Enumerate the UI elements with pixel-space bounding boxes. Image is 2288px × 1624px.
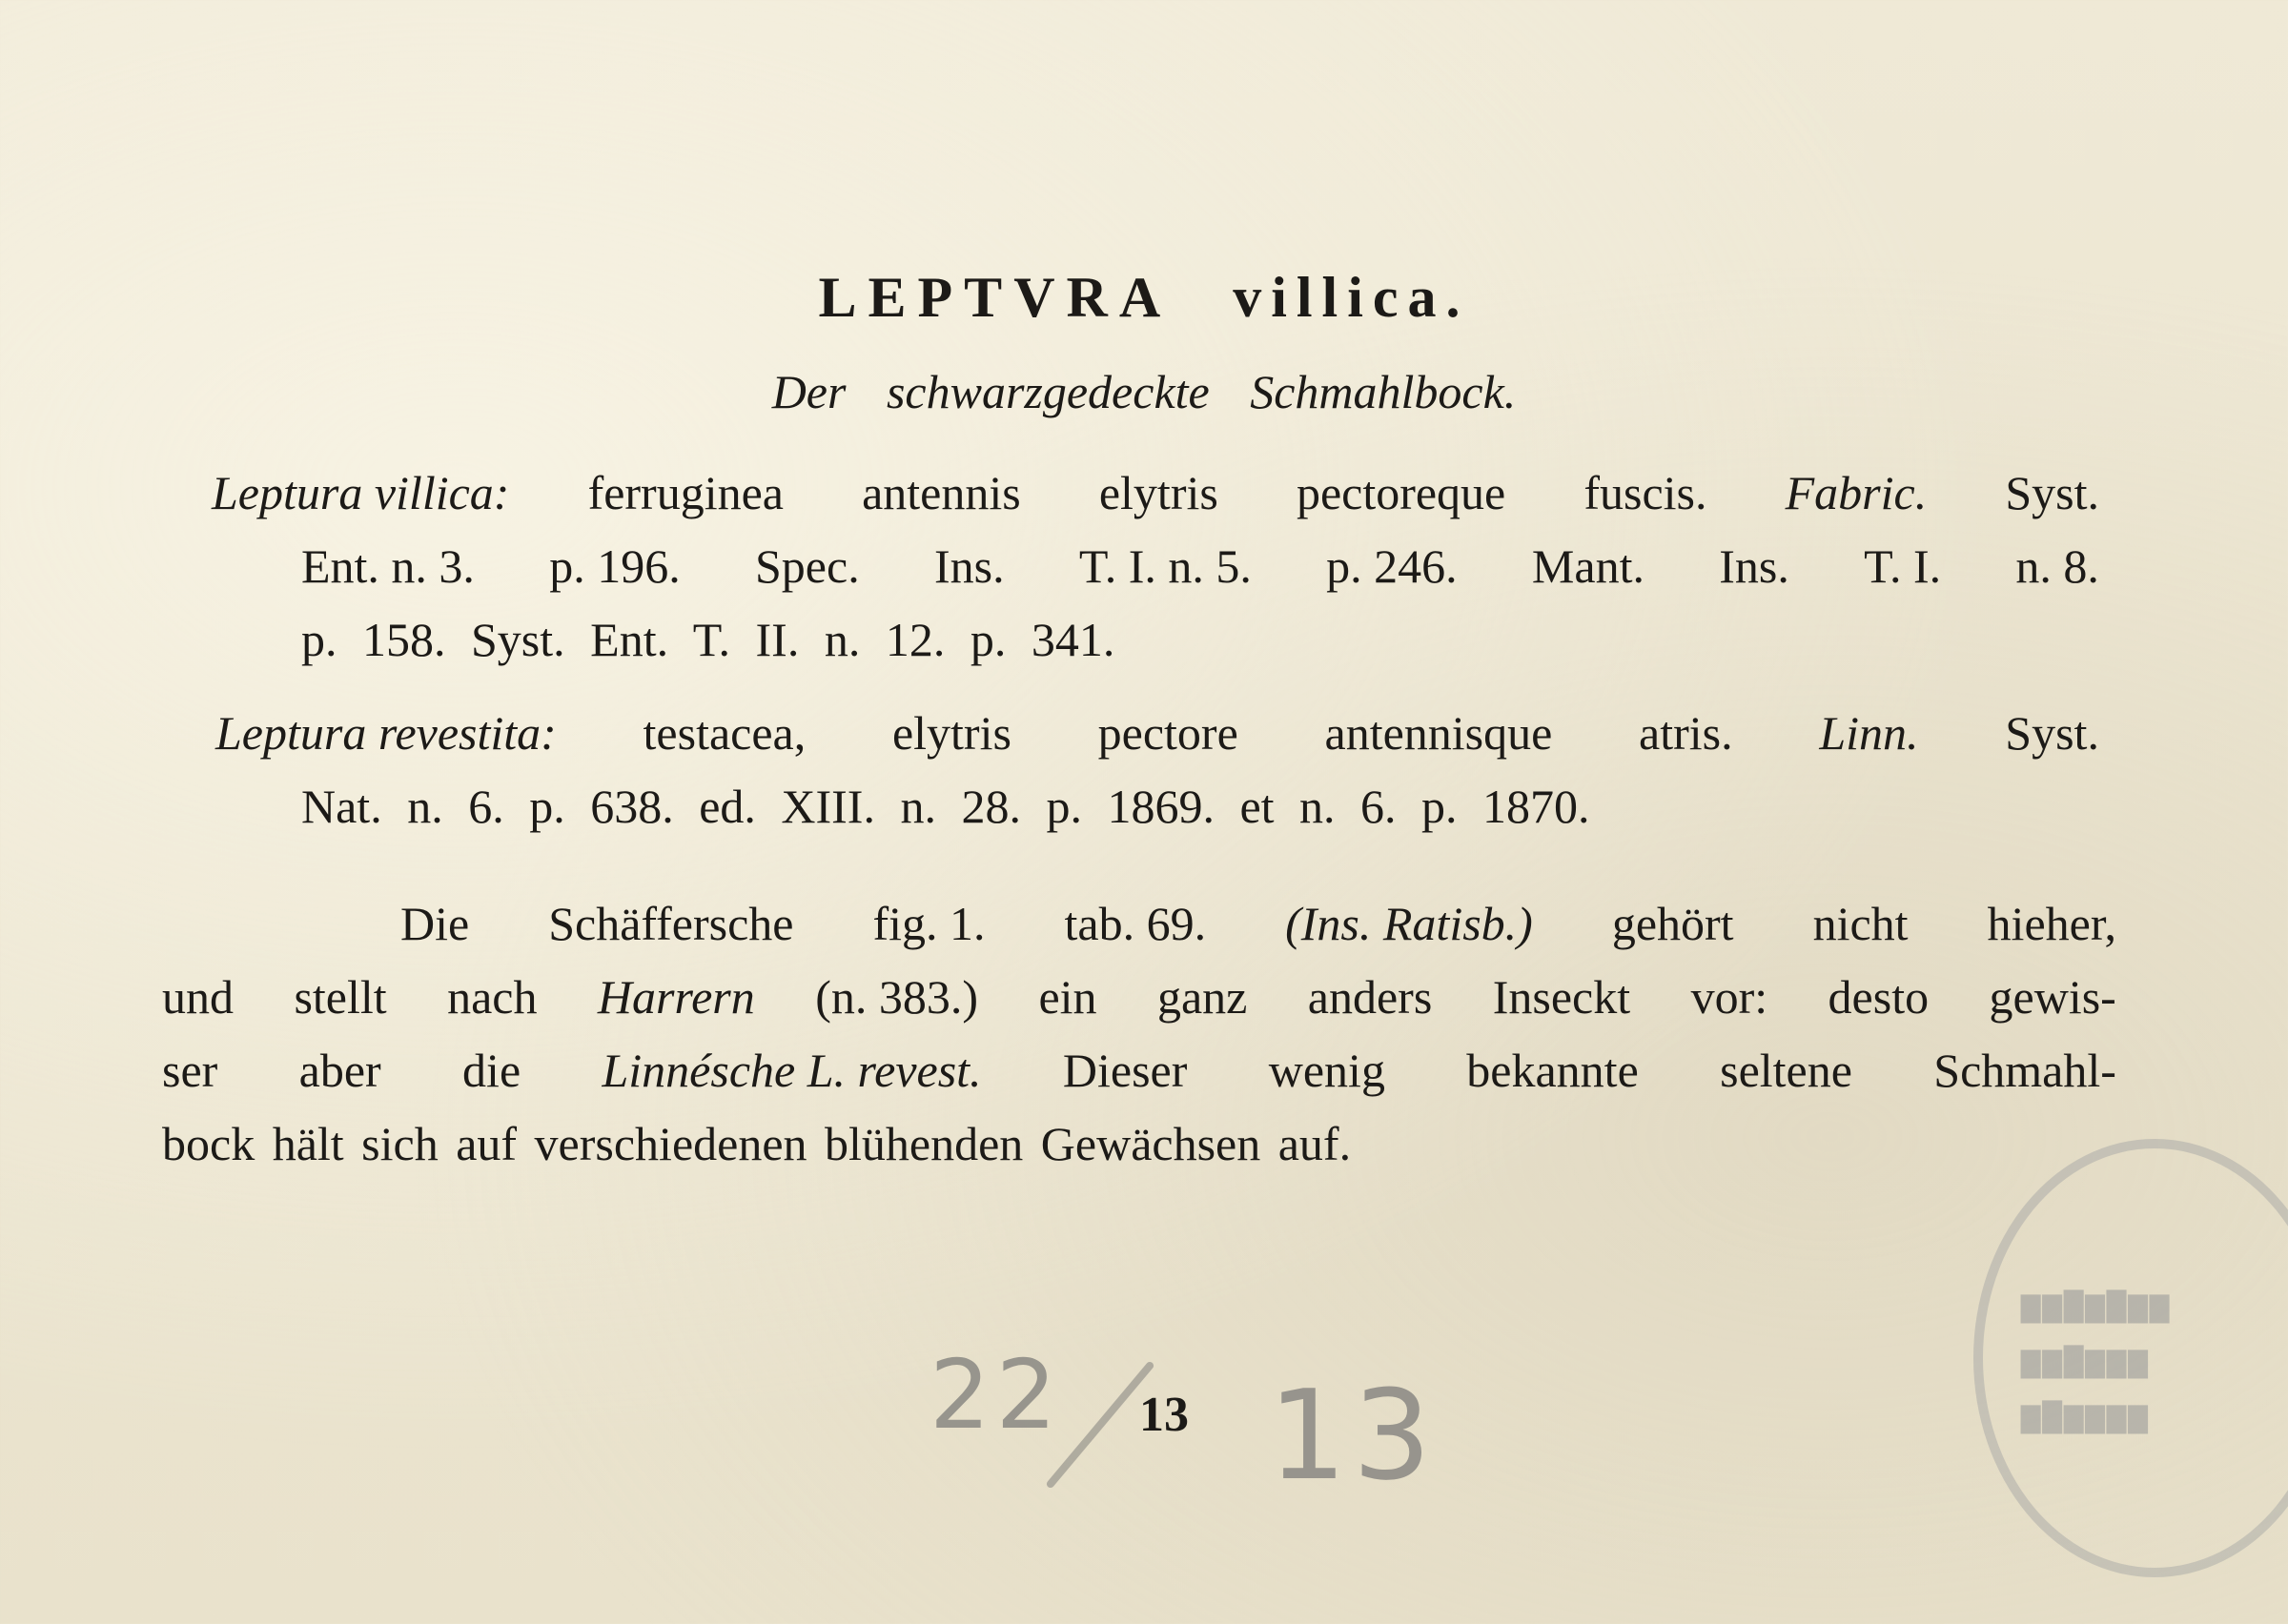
- word: desto: [1828, 970, 1930, 1024]
- word: Inseckt: [1492, 970, 1631, 1024]
- author-ref: Linn.: [1819, 706, 1919, 760]
- word: elytris: [1098, 466, 1218, 519]
- word: ganz: [1156, 970, 1248, 1024]
- word: Schäffersche: [548, 897, 794, 950]
- synonym-2-line-2: Nat. n. 6. p. 638. ed. XIII. n. 28. p. 1869. et n. 6. p. 1870.: [301, 780, 1590, 833]
- word: (Ins. Ratisb.): [1285, 897, 1533, 950]
- word: Syst.: [2005, 466, 2099, 519]
- word: (n. 383.): [815, 970, 978, 1024]
- word: ein: [1038, 970, 1097, 1024]
- word: Linnésche L. revest.: [602, 1044, 982, 1097]
- title-species: villica.: [1233, 266, 1470, 329]
- word: stellt: [294, 970, 387, 1024]
- word: seltene: [1720, 1044, 1852, 1097]
- word: gehört: [1611, 897, 1734, 950]
- ref: n. 8.: [2015, 539, 2099, 593]
- title-genus: LEPTVRA: [818, 266, 1173, 329]
- synonym-2-name: Leptura revestita:: [215, 706, 557, 760]
- ref: T. I.: [1864, 539, 1942, 593]
- word: wenig: [1268, 1044, 1385, 1097]
- body-line-4: bock hält sich auf verschiedenen blühenden Gewächsen auf.: [162, 1117, 1352, 1170]
- word: Schmahl-: [1933, 1044, 2116, 1097]
- synonym-1-line-2: [301, 538, 2099, 594]
- word: aber: [298, 1044, 381, 1097]
- word: die: [462, 1044, 521, 1097]
- ref: Ins.: [933, 539, 1005, 593]
- word: vor:: [1690, 970, 1768, 1024]
- page-title: [0, 265, 2288, 331]
- word: antennis: [862, 466, 1021, 519]
- word: bekannte: [1466, 1044, 1639, 1097]
- word: fuscis.: [1583, 466, 1707, 519]
- author-ref: Fabric.: [1785, 466, 1928, 519]
- word: pectore: [1097, 706, 1238, 760]
- ref: Spec.: [755, 539, 860, 593]
- ref: p. 246.: [1326, 539, 1458, 593]
- word: ferruginea: [587, 466, 784, 519]
- body-line-1: [400, 896, 2116, 951]
- synonym-1-line-1: [212, 465, 2099, 520]
- word: gewis-: [1989, 970, 2116, 1024]
- ref: p. 196.: [549, 539, 681, 593]
- pencil-note-left: 22: [930, 1339, 1063, 1451]
- word: Dieser: [1062, 1044, 1188, 1097]
- word: tab. 69.: [1064, 897, 1207, 950]
- word: ser: [162, 1044, 218, 1097]
- ref: Ent. n. 3.: [301, 539, 475, 593]
- page-number: 13: [1139, 1388, 1189, 1442]
- pencil-note-right: 13: [1268, 1363, 1438, 1508]
- word: nach: [447, 970, 538, 1024]
- word: und: [162, 970, 234, 1024]
- word: anders: [1307, 970, 1433, 1024]
- body-line-2: [162, 969, 2116, 1025]
- word: antennisque: [1324, 706, 1553, 760]
- ref: Ins.: [1719, 539, 1789, 593]
- word: Harrern: [597, 970, 755, 1024]
- ref: T. I. n. 5.: [1078, 539, 1252, 593]
- library-stamp-mark: ▆▆▇▆▇▆▆ ▆▆▇▆▆▆ ▆▇▆▆▆▆: [2021, 1286, 2172, 1434]
- word: testacea,: [643, 706, 807, 760]
- page-subtitle: Der schwarzgedeckte Schmahlbock.: [771, 365, 1517, 418]
- word: Syst.: [2005, 706, 2099, 760]
- word: elytris: [891, 706, 1011, 760]
- word: fig. 1.: [872, 897, 986, 950]
- synonym-1-name: Leptura villica:: [212, 466, 510, 519]
- ref: Mant.: [1531, 539, 1644, 593]
- body-line-3: [162, 1043, 2116, 1098]
- word: pectoreque: [1296, 466, 1506, 519]
- synonym-1-line-3: p. 158. Syst. Ent. T. II. n. 12. p. 341.: [301, 613, 1115, 666]
- synonym-2-line-1: [215, 705, 2099, 761]
- word: nicht: [1812, 897, 1909, 950]
- word: atris.: [1639, 706, 1733, 760]
- word: Die: [400, 897, 470, 950]
- word: hieher,: [1987, 897, 2116, 950]
